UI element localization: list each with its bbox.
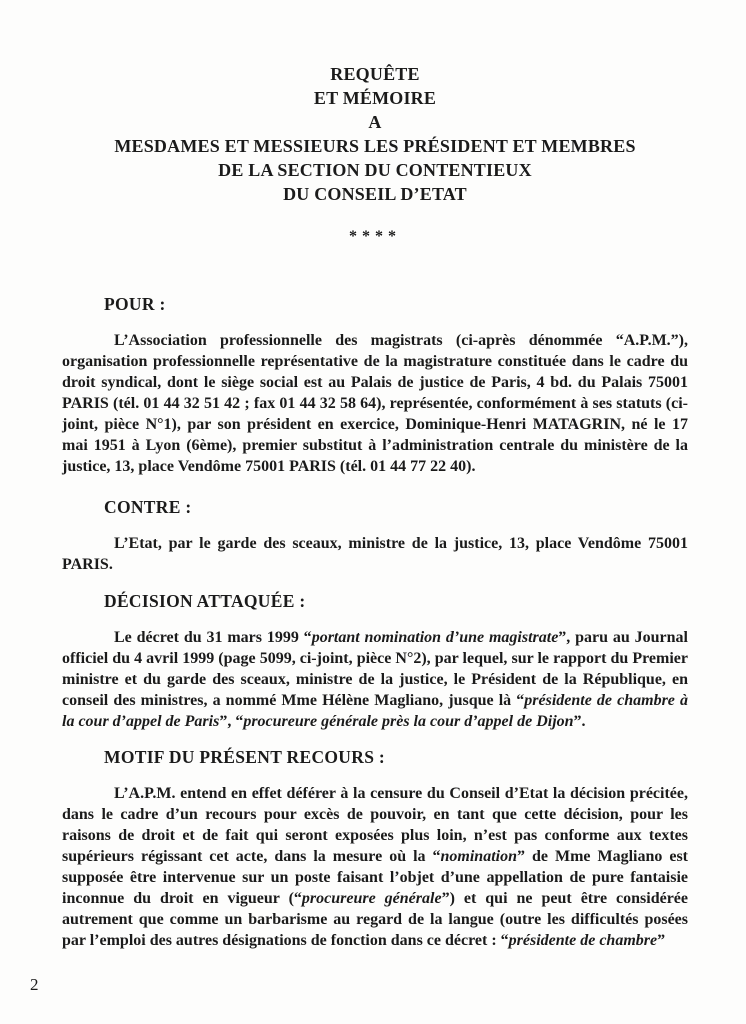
section-heading: CONTRE :	[104, 497, 192, 517]
title-line: DE LA SECTION DU CONTENTIEUX	[218, 160, 532, 180]
paragraph: L’A.P.M. entend en effet déférer à la censure du Conseil d’Etat la décision précitée, dans le cadre d’un recours pour excès de pouvoir, en tant que cette décision, pour les raisons de droit et de fait qui seront exposées plus loin, n’est pas conforme aux textes supérieurs régissant cet acte, dans la mesure où la “nomination” de Mme Magliano est supposée être intervenue sur un poste faisant l’objet d’une appellation de pure fantaisie inconnue du droit en vigueur (“procureure générale”) et qui ne peut être considérée autrement que comme un barbarisme au regard de la langue (outre les difficultés posées par l’emploi des autres désignations de fonction dans ce décret : “présidente de chambre”	[62, 785, 689, 949]
paragraph: L’Association professionnelle des magistrats (ci-après dénommée “A.P.M.”), organisation professionnelle représentative de la magistrature constituée dans le cadre du droit syndical, dont le siège social est au Palais de justice de Paris, 4 bd. du Palais 75001 PARIS (tél. 01 44 32 51 42 ; fax 01 44 32 58 64), représentée, conformément à ses statuts (ci-joint, pièce N°1), par son président en exercice, Dominique-Henri MATAGRIN, né le 17 mai 1951 à Lyon (6ème), premier substitut à l’administration centrale du ministère de la justice, 13, place Vendôme 75001 PARIS (tél. 01 44 77 22 40).	[62, 332, 688, 475]
paragraph: L’Etat, par le garde des sceaux, ministre de la justice, 13, place Vendôme 75001 PARIS.	[62, 535, 688, 573]
section-motif	[62, 746, 688, 951]
page-number: 2	[30, 975, 39, 994]
section-heading: POUR :	[104, 294, 166, 314]
title-line: DU CONSEIL D’ETAT	[283, 184, 467, 204]
title-block	[62, 62, 688, 206]
title-line: A	[368, 112, 382, 132]
separator-stars: ****	[349, 228, 401, 245]
section-decision-attaquee	[62, 590, 688, 732]
title-line: MESDAMES ET MESSIEURS LES PRÉSIDENT ET MEMBRES	[114, 136, 636, 156]
title-line: ET MÉMOIRE	[313, 88, 437, 108]
section-heading: MOTIF DU PRÉSENT RECOURS :	[104, 747, 386, 767]
title-line: REQUÊTE	[330, 64, 420, 84]
section-contre	[62, 496, 688, 575]
section-heading: DÉCISION ATTAQUÉE :	[104, 591, 306, 611]
paragraph: Le décret du 31 mars 1999 “portant nomination d’une magistrate”, paru au Journal officiel du 4 avril 1999 (page 5099, ci-joint, pièce N°2), par lequel, sur le rapport du Premier ministre et du garde des sceaux, ministre de la justice, le Président de la République, en conseil des ministres, a nommé Mme Hélène Magliano, jusque là “présidente de chambre à la cour d’appel de Paris”, “procureure générale près la cour d’appel de Dijon”.	[62, 629, 688, 730]
section-pour	[62, 293, 688, 477]
